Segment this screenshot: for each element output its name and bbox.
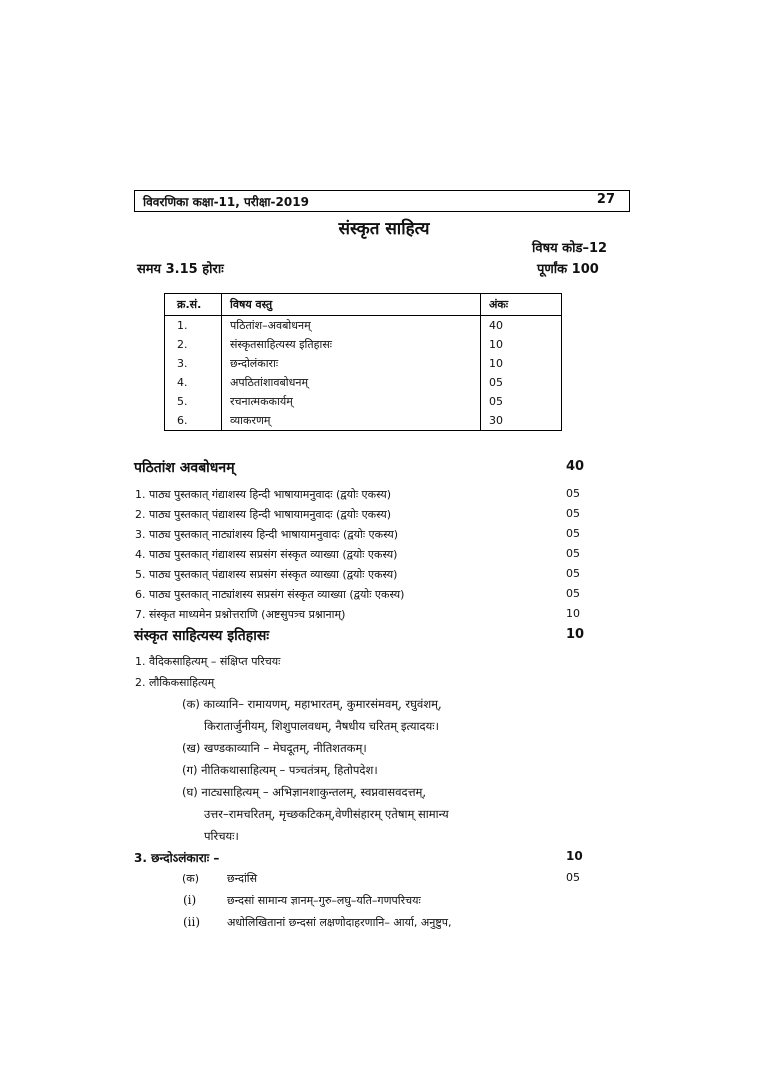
- table-row: [165, 354, 562, 373]
- table-row: [165, 411, 562, 431]
- list-item: 4. पाठ्य पुस्तकात् गंद्याशस्य सप्रसंग संस्कृत व्याख्या (द्वयोः एकस्य): [135, 548, 398, 561]
- list-item: 5. पाठ्य पुस्तकात् पंद्याशस्य सप्रसंग संस्कृत व्याख्या (द्वयोः एकस्य): [135, 568, 398, 581]
- page-number: 27: [596, 192, 615, 207]
- section-heading-prosody: 3. छन्दोऽलंकाराः –: [134, 851, 220, 865]
- cell-serial: 6.: [165, 411, 222, 431]
- list-item: 2. पाठ्य पुस्तकात् पंद्याशस्य हिन्दी भाषायामनुवादः (द्वयोः एकस्य): [135, 508, 392, 521]
- header-title: विवरणिका कक्षा-11, परीक्षा-2019: [143, 195, 309, 209]
- list-item: किरातार्जुनीयम्, शिशुपालवधम्, नैषधीय चरितम् इत्यादयः।: [204, 719, 439, 733]
- cell-marks: 05: [489, 395, 503, 408]
- list-item: 3. पाठ्य पुस्तकात् नाट्यांशस्य हिन्दी भाषायामनुवादः (द्वयोः एकस्य): [135, 528, 399, 541]
- sub-label: (i): [183, 893, 197, 907]
- table-row: [165, 373, 562, 392]
- page-header: [134, 190, 630, 212]
- list-item: (घ) नाट्यसाहित्यम् – अभिज्ञानशाकुन्तलम्, स्वप्नवासवदत्तम्,: [182, 785, 427, 799]
- section-heading-history: संस्कृत साहित्यस्य इतिहासः: [134, 628, 270, 644]
- list-item: 6. पाठ्य पुस्तकात् नाट्यांशस्य सप्रसंग संस्कृत व्याख्या (द्वयोः एकस्य): [135, 588, 405, 601]
- cell-subject: व्याकरणम्: [222, 411, 481, 431]
- list-item: अधोलिखितानां छन्दसां लक्षणोदाहरणानि– आर्या, अनुष्टुप,: [227, 916, 452, 929]
- item-marks: 05: [566, 527, 580, 540]
- cell-marks: 10: [489, 357, 503, 370]
- cell-marks: 30: [489, 414, 503, 427]
- col-header-subject: विषय वस्तु: [222, 294, 481, 316]
- full-marks: पूर्णांक 100: [537, 262, 599, 277]
- item-marks: 05: [566, 871, 580, 884]
- item-marks: 05: [566, 587, 580, 600]
- section-marks: 10: [566, 849, 583, 863]
- cell-serial: 3.: [165, 354, 222, 373]
- sub-label: (ii): [183, 915, 201, 929]
- subject-code: विषय कोड–12: [532, 241, 608, 256]
- page-title: संस्कृत साहित्य: [338, 219, 430, 239]
- item-marks: 05: [566, 487, 580, 500]
- list-item: छन्दसां सामान्य ज्ञानम्–गुरु–लघु–यति–गणपरिचयः: [227, 894, 421, 907]
- table-row: [165, 392, 562, 411]
- section-heading-comprehension: पठितांश अवबोधनम्: [134, 460, 235, 476]
- cell-serial: 5.: [165, 392, 222, 411]
- list-item: (ख) खण्डकाव्यानि – मेघदूतम्, नीतिशतकम्।: [182, 741, 367, 755]
- section-marks: 10: [566, 627, 585, 642]
- list-item: उत्तर–रामचरितम्, मृच्छकटिकम्,वेणीसंहारम् एतेषाम् सामान्य: [204, 807, 449, 821]
- cell-subject: अपठितांशावबोधनम्: [222, 373, 481, 392]
- cell-marks: 10: [489, 338, 503, 351]
- cell-serial: 4.: [165, 373, 222, 392]
- cell-serial: 1.: [165, 316, 222, 336]
- section-marks: 40: [566, 459, 585, 474]
- list-item: (ग) नीतिकथासाहित्यम् – पत्र्चतंत्रम्, हितोपदेश।: [182, 763, 378, 777]
- item-marks: 05: [566, 567, 580, 580]
- cell-marks: 05: [489, 376, 503, 389]
- list-item: परिचयः।: [204, 829, 239, 843]
- exam-time: समय 3.15 होराः: [137, 262, 224, 277]
- cell-subject: पठितांश–अवबोधनम्: [222, 316, 481, 336]
- cell-marks: 40: [489, 319, 503, 332]
- marks-table: [164, 293, 562, 431]
- sub-label: (क): [182, 872, 200, 885]
- col-header-marks: अंकः: [481, 294, 562, 316]
- table-header-row: [165, 294, 562, 316]
- item-marks: 05: [566, 507, 580, 520]
- table-row: [165, 335, 562, 354]
- item-marks: 05: [566, 547, 580, 560]
- list-item: 7. संस्कृत माध्यमेन प्रश्नोत्तराणि (अष्टसुपत्र्च प्रश्नानाम्): [135, 608, 346, 621]
- list-item: (क) काव्यानि– रामायणम्, महाभारतम्, कुमारसंमवम्, रघुवंशम्,: [182, 697, 442, 711]
- list-item: छन्दांसि: [227, 872, 258, 885]
- list-item: 2. लौकिकसाहित्यम्: [135, 676, 215, 689]
- cell-subject: रचनात्मककार्यम्: [222, 392, 481, 411]
- cell-subject: छन्दोलंकाराः: [222, 354, 481, 373]
- table-row: [165, 316, 562, 336]
- item-marks: 10: [566, 607, 580, 620]
- cell-serial: 2.: [165, 335, 222, 354]
- col-header-serial: क्र.सं.: [165, 294, 222, 316]
- list-item: 1. पाठ्य पुस्तकात् गंद्याशस्य हिन्दी भाषायामनुवादः (द्वयोः एकस्य): [135, 488, 392, 501]
- list-item: 1. वैदिकसाहित्यम् – संक्षिप्त परिचयः: [135, 655, 281, 668]
- cell-subject: संस्कृतसाहित्यस्य इतिहासः: [222, 335, 481, 354]
